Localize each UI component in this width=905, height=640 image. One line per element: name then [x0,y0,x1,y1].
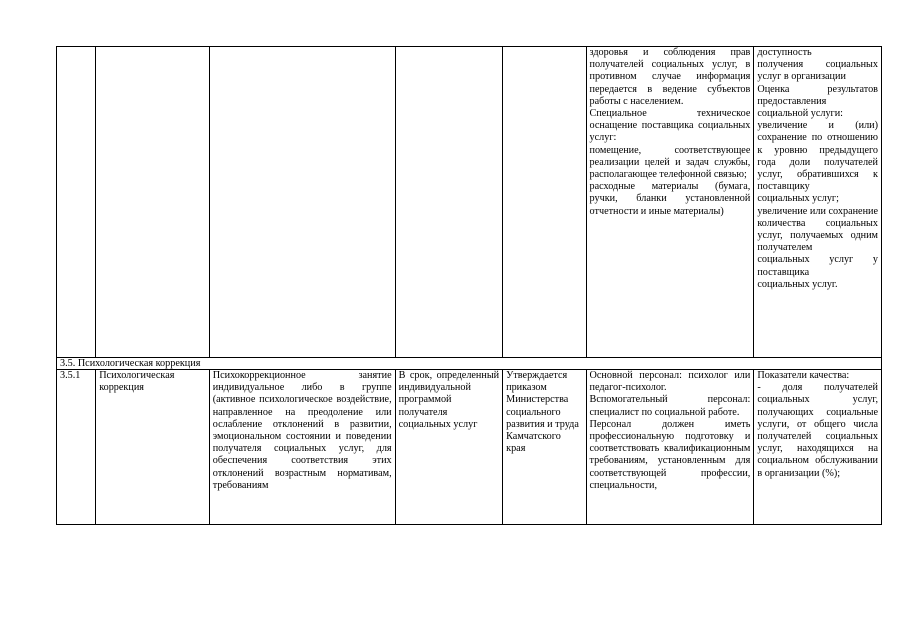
cell-indicators: Показатели качества: - доля получателей социальных услуг, получающих социальные услуги, от общего числа получателей социальных услуг, находящихся на социальном обслуживании в организации (%); [754,370,882,525]
table-row [57,47,882,358]
cell-service-name [96,47,210,358]
cell-indicators: доступность получения социальных услуг в организации Оценка результатов предоставления социальной услуги: увеличение и (или) сохранение по отношению к уровню предыдущего года доли получателей услуг, обратившихся к поставщику социальных услуг; увеличение или сохранение количества социальных услуг, получаемых одним получателем социальных услуг у поставщика социальных услуг. [754,47,882,358]
cell-timing: В срок, определенный индивидуальной программой получателя социальных услуг [395,370,503,525]
cell-conditions: Основной персонал: психолог или педагог-психолог. Вспомогательный персонал: специалист по социальной работе. Персонал должен иметь профессиональную подготовку и соответствовать квалификационным требованиям, установленным для соответствующей профессии, специальности, [586,370,754,525]
section-row [57,358,882,370]
cell-number: 3.5.1 [57,370,96,525]
cell-conditions: здоровья и соблюдения прав получателей социальных услуг, в противном случае информация передается в ведение субъектов работы с населением. Специальное техническое оснащение поставщика социальных услуг: помещение, соответствующее реализации целей и задач службы, располагающее телефонной связью; расходные материалы (бумага, ручки, бланки установленной отчетности и иные материалы) [586,47,754,358]
cell-number [57,47,96,358]
cell-description [209,47,395,358]
cell-tariff [503,47,586,358]
section-header: 3.5. Психологическая коррекция [57,358,882,370]
table-row [57,370,882,525]
cell-description: Психокоррекционное занятие индивидуальное либо в группе (активное психологическое воздействие, направленное на преодоление или ослабление отклонений в развитии, эмоциональном состоянии и поведении получателя социальных услуг, для обеспечения соответствия этих отклонений возрастным нормативам, требованиям [209,370,395,525]
cell-tariff: Утверждается приказом Министерства социального развития и труда Камчатского края [503,370,586,525]
cell-timing [395,47,503,358]
cell-service-name: Психологическая коррекция [96,370,210,525]
services-table [56,46,882,525]
